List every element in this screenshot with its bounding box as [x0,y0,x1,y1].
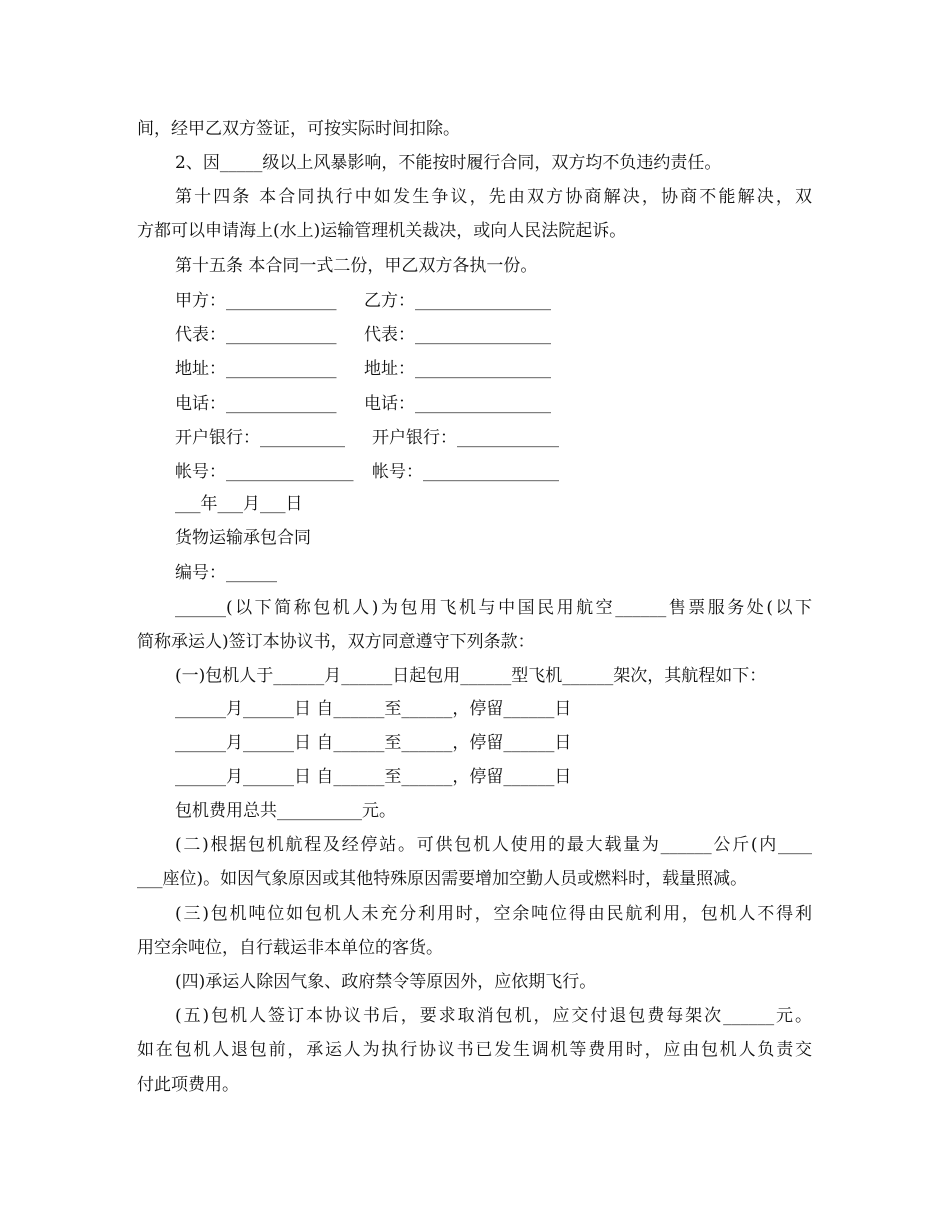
text-line: 2、因_____级以上风暴影响，不能按时履行合同，双方均不负违约责任。 [175,153,722,173]
party-b-field: 乙方：________________ [364,291,551,311]
phone-a-field: 电话：_____________ [175,394,337,414]
address-a-field: 地址：_____________ [175,359,337,379]
intro-line: 简称承运人)签订本协议书，双方同意遵守下列条款： [137,632,535,652]
bank-a-field: 开户银行：__________ [175,428,345,448]
clause-3-line: 用空余吨位，自行载运非本单位的客货。 [137,938,443,958]
clause-3-line: (三)包机吨位如包机人未充分利用时，空余吨位得由民航利用，包机人不得利 [175,904,812,924]
itinerary-row: ______月______日 自______至______，停留______日 [175,699,572,719]
itinerary-row: ______月______日 自______至______，停留______日 [175,733,572,753]
article-15-line: 第十五条 本合同一式二份，甲乙双方各执一份。 [175,256,538,276]
contract-title: 货物运输承包合同 [175,528,311,548]
address-b-field: 地址：________________ [364,359,551,379]
phone-b-field: 电话：________________ [364,394,551,414]
clause-5-line: 如在包机人退包前，承运人为执行协议书已发生调机等费用时，应由包机人负责交 [137,1040,812,1060]
clause-4: (四)承运人除因气象、政府禁令等原因外，应依期飞行。 [175,972,597,992]
clause-5-line: 付此项费用。 [137,1075,239,1095]
bank-b-field: 开户银行：____________ [372,428,559,448]
text-line: 方都可以申请海上(水上)运输管理机关裁决，或向人民法院起诉。 [137,221,627,241]
intro-line: ______(以下简称包机人)为包用飞机与中国民用航空______售票服务处(以下 [175,598,812,618]
representative-b-field: 代表：________________ [364,325,551,345]
article-14-line: 第十四条 本合同执行中如发生争议，先由双方协商解决，协商不能解决，双 [175,187,812,207]
account-a-field: 帐号：_______________ [175,462,354,482]
text-line: 间，经甲乙双方签证，可按实际时间扣除。 [137,119,460,139]
date-line: ___年___月___日 [175,494,303,514]
representative-a-field: 代表：_____________ [175,325,337,345]
clause-2-line: ___座位)。如因气象原因或其他特殊原因需要增加空勤人员或燃料时，载量照减。 [137,869,748,889]
clause-1: (一)包机人于______月______日起包用______型飞机______架次，其航程如下： [175,666,767,686]
clause-2-line: (二)根据包机航程及经停站。可供包机人使用的最大载量为______公斤(内____ [175,835,812,855]
contract-number: 编号：______ [175,563,277,583]
itinerary-row: ______月______日 自______至______，停留______日 [175,767,572,787]
clause-5-line: (五)包机人签订本协议书后，要求取消包机，应交付退包费每架次______元。 [175,1006,812,1026]
total-fee-line: 包机费用总共__________元。 [175,801,396,821]
account-b-field: 帐号：________________ [372,462,559,482]
party-a-field: 甲方：_____________ [175,291,337,311]
